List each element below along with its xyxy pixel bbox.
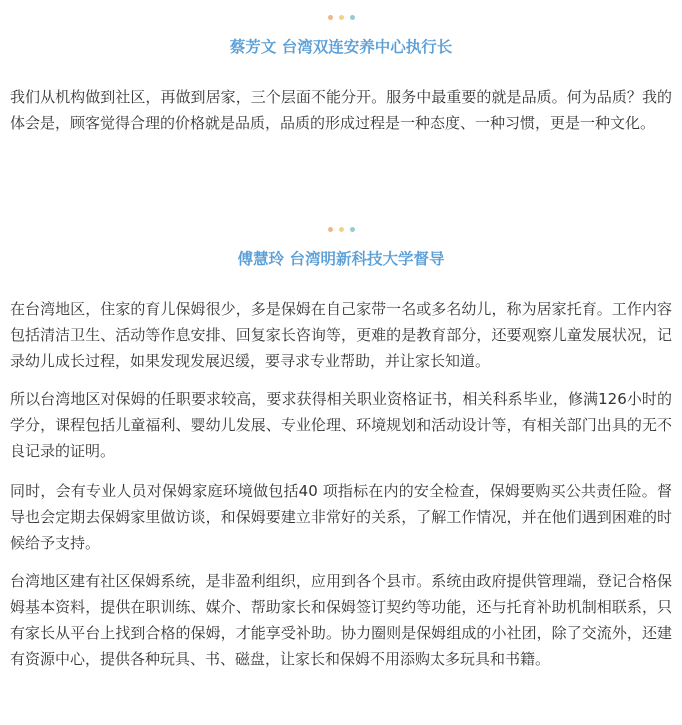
dot-yellow — [339, 15, 344, 20]
paragraph: 我们从机构做到社区，再做到居家，三个层面不能分开。服务中最重要的就是品质。何为品质？我的体会是，顾客觉得合理的价格就是品质，品质的形成过程是一种态度、一种习惯，更是一种文化。 — [10, 88, 672, 132]
dot-yellow — [339, 227, 344, 232]
section-heading: 蔡芳文 台湾双连安养中心执行长 — [229, 38, 453, 56]
dot-teal — [350, 227, 355, 232]
dot-orange — [328, 15, 333, 20]
paragraph: 台湾地区建有社区保姆系统，是非盈利组织，应用到各个县市。系统由政府提供管理端，登记合格保姆基本资料，提供在职训练、媒介、帮助家长和保姆签订契约等功能，还与托育补助机制相联系，只有家长从平台上找到合格的保姆，才能享受补助。协力圈则是保姆组成的小社团，除了交流外，还建有资源中心，提供各种玩具、书、磁盘，让家长和保姆不用添购太多玩具和书籍。 — [10, 572, 672, 668]
paragraph: 所以台湾地区对保姆的任职要求较高，要求获得相关职业资格证书，相关科系毕业，修满126小时的学分，课程包括儿童福利、婴幼儿发展、专业伦理、环境规划和活动设计等，有相关部门出具的无不良记录的证明。 — [10, 390, 672, 460]
paragraph: 在台湾地区，住家的育儿保姆很少，多是保姆在自己家带一名或多名幼儿，称为居家托育。工作内容包括清洁卫生、活动等作息安排、回复家长咨询等，更难的是教育部分，还要观察儿童发展状况，记录幼儿成长过程，如果发现发展迟缓，要寻求专业帮助，并让家长知道。 — [10, 300, 672, 370]
paragraph: 同时，会有专业人员对保姆家庭环境做包括40 项指标在内的安全检查，保姆要购买公共责任险。督导也会定期去保姆家里做访谈，和保姆要建立非常好的关系，了解工作情况，并在他们遇到困难的时候给予支持。 — [10, 482, 672, 552]
dot-orange — [328, 227, 333, 232]
decorative-dots — [0, 227, 682, 235]
decorative-dots — [0, 15, 682, 23]
dot-teal — [350, 15, 355, 20]
section-heading: 傅慧玲 台湾明新科技大学督导 — [237, 250, 445, 268]
